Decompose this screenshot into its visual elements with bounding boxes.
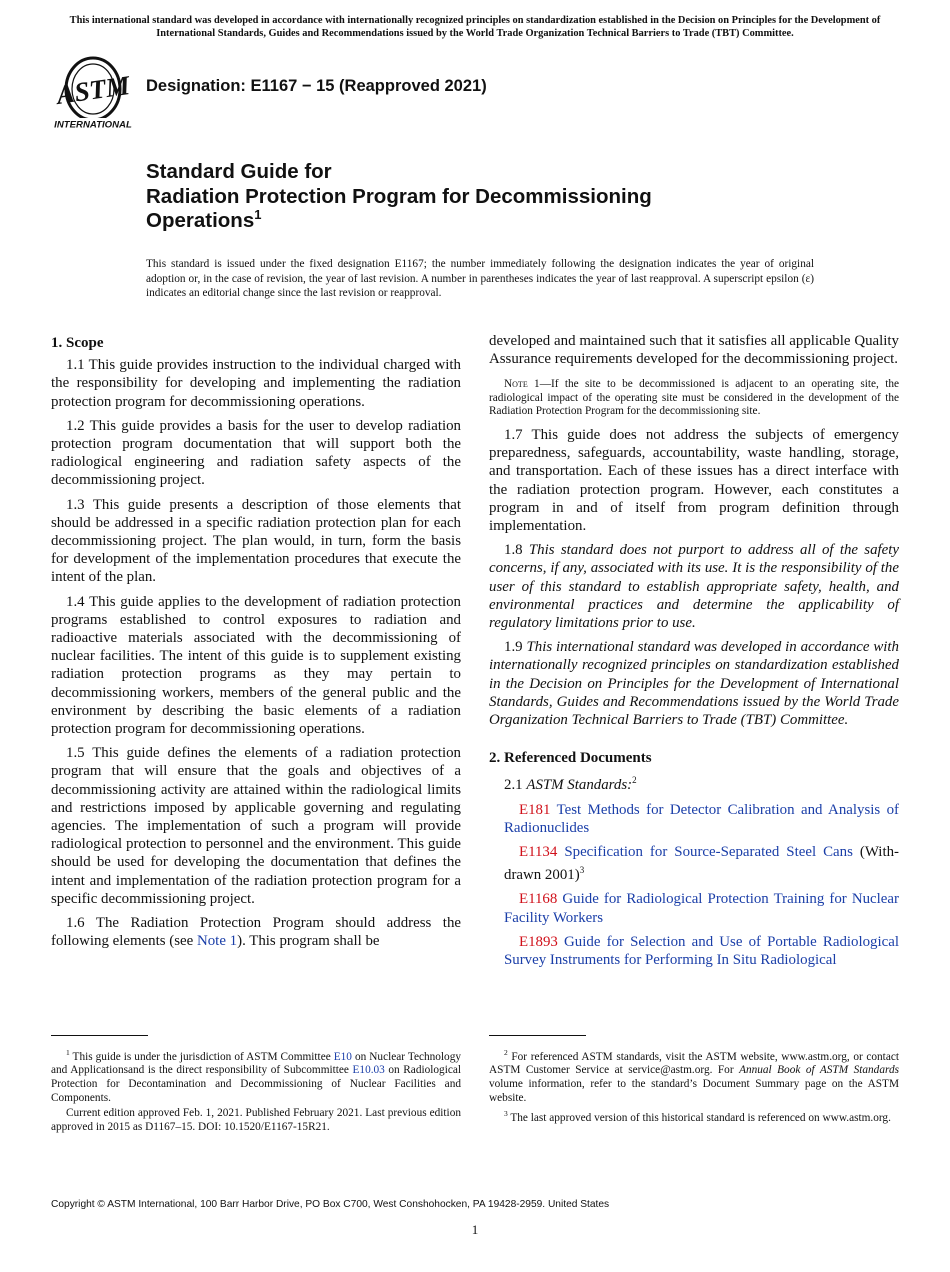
- footnote-divider-right: [489, 1035, 586, 1036]
- reference-item: [489, 843, 899, 884]
- reference-code-link[interactable]: E1134: [519, 843, 558, 860]
- document-title: [146, 160, 866, 234]
- reference-code-link[interactable]: E1893: [519, 933, 558, 950]
- footnote-mark-2[interactable]: 2: [632, 775, 637, 786]
- logo-text: INTERNATIONAL: [54, 119, 132, 131]
- paragraph-1-2: 1.2 This guide provides a basis for the user to develop radiation protection program documentation that will support both the radiological engineering and radiation safety aspects of the decommissioning project.: [51, 417, 461, 489]
- title-footnote-mark[interactable]: 1: [254, 207, 262, 223]
- page-number: 1: [471, 1222, 479, 1237]
- title-line-3: Operations: [146, 209, 255, 232]
- reference-code-link[interactable]: E181: [519, 801, 551, 818]
- footnote-3: $^3$ The last approved version of this historical standard is referenced on www.astm.org.: [504, 1109, 891, 1124]
- note-1-link[interactable]: Note 1: [196, 933, 238, 950]
- right-column: [489, 332, 899, 975]
- note-label: Note: [504, 378, 528, 391]
- footnotes-left: [51, 1046, 461, 1136]
- note-1: Note 1—If the site to be decommissioned is adjacent to an operating site, the radiological impact of the operating site must be considered in the development of the Radiation Protection Program for the decommissioning site.: [489, 378, 899, 418]
- footnote-1-edition: Current edition approved Feb. 1, 2021. Published February 2021. Last previous edition approved in 2015 as D1167–15. DOI: 10.1520/E1167-15R21.: [51, 1107, 461, 1133]
- reference-item: [489, 801, 899, 837]
- reference-suffix: (Withdrawn 2001): [504, 843, 899, 884]
- footnote-2: $^2$ For referenced ASTM standards, visit the ASTM website, www.astm.org, or contact ASTM Customer Service at service@astm.org. For Annual Book of ASTM Standards volume information, refer to the standard’s Document Summary page on the ASTM website.: [489, 1048, 899, 1104]
- footnote-mark-3[interactable]: 3: [579, 865, 585, 876]
- reference-code-link[interactable]: E1168: [519, 891, 558, 908]
- designation: Designation: E1167 − 15 (Reapproved 2021): [146, 77, 487, 95]
- astm-logo-icon: [52, 56, 134, 132]
- paragraph-1-9: 1.9 This international standard was developed in accordance with internationally recognized principles on standardization established in the Decision on Principles for the Development of International Standards, Guides and Recommendations issued by the World Trade Organization Technical Barriers to Trade (TBT) Committee.: [489, 639, 900, 728]
- svg-text:ASTM: ASTM: [54, 70, 132, 110]
- reference-item: [489, 890, 899, 926]
- committee-e10-link[interactable]: E10: [333, 1050, 352, 1063]
- paragraph-1-7: 1.7 This guide does not address the subjects of emergency preparedness, safeguards, accountability, waste handling, storage, and transportation. Each of these issues has a direct interface with the radiation protection program. However, each constitutes a program in and of itself from program definition through implementation.: [489, 426, 899, 534]
- paragraph-2-1: 2.1 ASTM Standards:$^2$: [504, 775, 637, 794]
- subcommittee-e10-03-link[interactable]: E10.03: [352, 1064, 385, 1077]
- paragraph-1-8: 1.8 This standard does not purport to address all of the safety concerns, if any, associated with its use. It is the responsibility of the user of this standard to establish appropriate safety, health, and environmental practices and determine the applicability of regulatory limitations prior to use.: [489, 542, 900, 631]
- paragraph-1-3: 1.3 This guide presents a description of those elements that should be addressed in a specific radiation protection plan for each decommissioning project. The plan would, in turn, form the basis for development of the implementation procedures that execute the intent of the plan.: [51, 496, 461, 586]
- footnotes-right: [489, 1046, 899, 1128]
- title-line-2: Radiation Protection Program for Decommissioning: [146, 184, 652, 208]
- paragraph-1-6-continued: developed and maintained such that it satisfies all applicable Quality Assurance requirements developed for the decommissioning project.: [489, 333, 899, 368]
- paragraph-1-5: 1.5 This guide defines the elements of a radiation protection program that will ensure that the goals and objectives of a decommissioning activity are attained within the radiological limits and restrictions imposed by applicable governing and regulating agencies. The implementation of such a program will provide radiological protection to personnel and the environment. This guide should be used for developing the documentation that defines the intent and implementation of the radiation protection program for a specific decommissioning project.: [51, 745, 461, 907]
- footnote-divider-left: [51, 1035, 148, 1036]
- section-heading-scope: 1. Scope: [51, 335, 104, 351]
- reference-item: [489, 933, 899, 969]
- copyright-line: Copyright © ASTM International, 100 Barr Harbor Drive, PO Box C700, West Conshohocken, PA 19428-2959. United States: [51, 1199, 610, 1210]
- footnote-1: $^1$ This guide is under the jurisdiction of ASTM Committee E10 on Nuclear Technology and Applicationsand is the direct responsibility of Subcommittee E10.03 on Radiological Protection for Decontamination and Decommissioning of Nuclear Facilities and Components.: [51, 1048, 462, 1104]
- reference-title-link[interactable]: Guide for Selection and Use of Portable Radiological Survey Instruments for Performing In Situ Radiological: [504, 933, 899, 968]
- title-line-1: Standard Guide for: [146, 160, 332, 183]
- reference-title-link[interactable]: Guide for Radiological Protection Training for Nuclear Facility Workers: [504, 891, 899, 926]
- section-heading-referenced-documents: 2. Referenced Documents: [489, 750, 652, 767]
- left-column: [51, 332, 461, 957]
- paragraph-1-1: 1.1 This guide provides instruction to the individual charged with the responsibility for developing and implementing the radiation protection program for decommissioning operations.: [51, 357, 461, 410]
- issuance-note: This standard is issued under the fixed designation E1167; the number immediately following the designation indicates the year of original adoption or, in the case of revision, the year of last revision. A number in parentheses indicates the year of last reapproval. A superscript epsilon (ε) indicates an editorial change since the last revision or reapproval.: [146, 258, 814, 300]
- top-notice: This international standard was developed in accordance with internationally recognized principles on standardization established in the Decision on Principles for the Development of International Standards, Guides and Recommendations issued by the World Trade Organization Technical Barriers to Trade (TBT) Committee.: [69, 15, 881, 39]
- paragraph-1-6: 1.6 The Radiation Protection Program should address the following elements (see Note 1). This program shall be: [51, 915, 461, 950]
- reference-title-link[interactable]: Test Methods for Detector Calibration and Analysis of Radionuclides: [504, 801, 899, 836]
- referenced-standards-list: [489, 801, 899, 970]
- reference-title-link[interactable]: Specification for Source-Separated Steel Cans: [564, 843, 853, 860]
- paragraph-1-4: 1.4 This guide applies to the development of radiation protection programs established to control exposures to radiation and radioactive materials associated with the decommissioning of nuclear facilities. The intent of this guide is to supplement existing radiation protection programs as they may pertain to decommissioning workers, members of the general public and the environment by describing the basic elements of a radiation protection program for decommissioning operations.: [51, 593, 461, 738]
